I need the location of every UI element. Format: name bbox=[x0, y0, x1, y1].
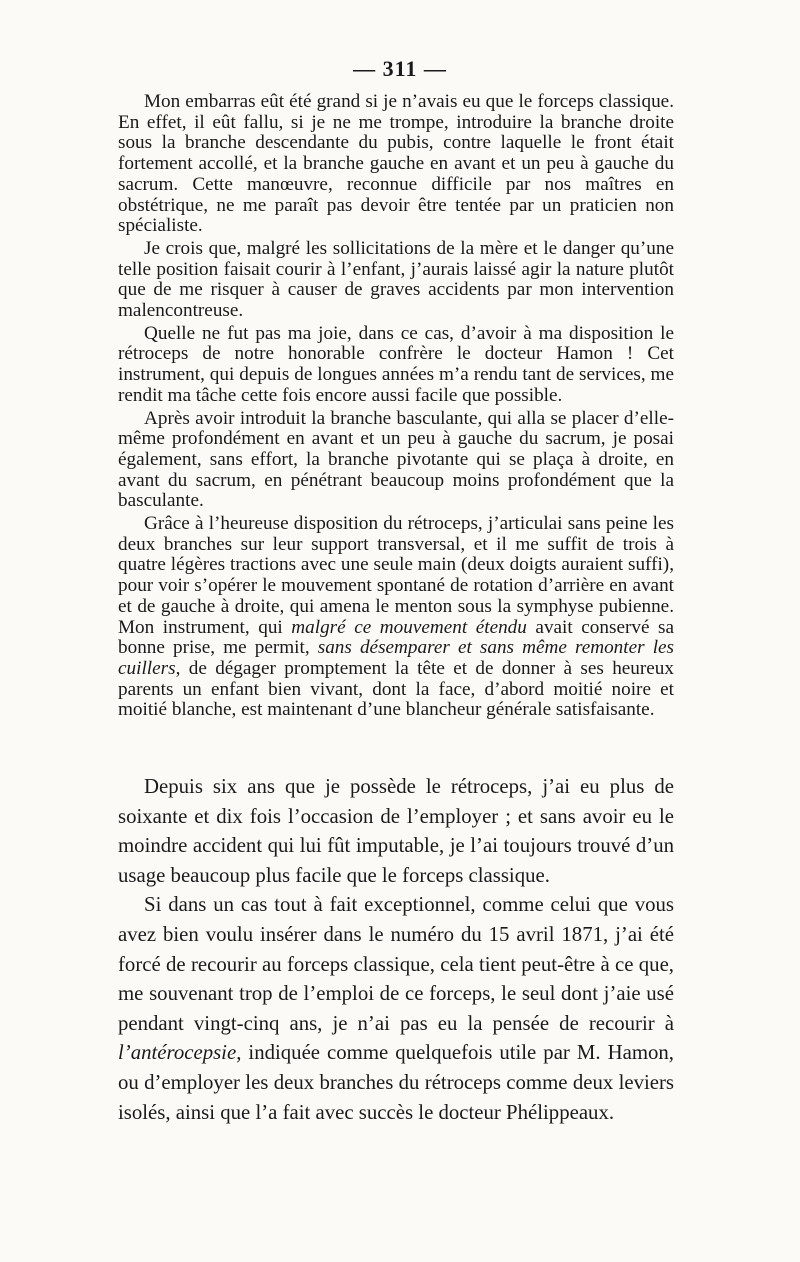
page-number: — 311 — bbox=[353, 56, 447, 81]
paragraph: Quelle ne fut pas ma joie, dans ce cas, d’avoir à ma disposition le rétroceps de notre honorable confrère le docteur Hamon ! Cet instrument, qui depuis de longues années m’a rendu tant de services, me rendit ma tâche cette fois encore aussi facile que possible. bbox=[118, 322, 674, 406]
italic-phrase: l’antérocepsie bbox=[118, 1041, 237, 1065]
paragraph: Je crois que, malgré les sollicitations de la mère et le danger qu’une telle position faisait courir à l’enfant, j’aurais laissé agir la nature plutôt que de me risquer à causer de graves accidents par mon intervention malencontreuse. bbox=[118, 237, 674, 322]
paragraph: Depuis six ans que je possède le rétroceps, j’ai eu plus de soixante et dix fois l’occasion de l’employer ; et sans avoir eu le moindre accident qui lui fût imputable, je l’ai toujours trouvé d’un usage beaucoup plus facile que le forceps classique. bbox=[118, 775, 674, 887]
paragraph bbox=[118, 514, 674, 721]
paragraph: Après avoir introduit la branche basculante, qui alla se placer d’elle-même profondément en avant et un peu à gauche du sacrum, je posai également, sans effort, la branche pivotante qui se plaça à droite, en avant du sacrum, en pénétrant beaucoup moins profondément que la basculante. bbox=[118, 407, 674, 512]
second-text-block bbox=[118, 772, 674, 1127]
paragraph-text: , indiquée comme quelquefois utile par M. Hamon, ou d’employer les deux branches du rétroceps comme deux leviers isolés, ainsi que l’a fait avec succès le docteur Phélippeaux. bbox=[118, 1041, 674, 1124]
paragraph-text: avait conservé sa bonne prise, me permit, bbox=[118, 616, 674, 659]
paragraph-text: Si dans un cas tout à fait exceptionnel, comme celui que vous avez bien voulu insérer dans le numéro du 15 avril 1871, j’ai été forcé de recourir au forceps classique, cela tient peut-être à ce que, me souvenant trop de l’emploi de ce forceps, le seul dont j’aie usé pendant vingt-cinq ans, je n’ai pas eu la pensée de recourir à bbox=[118, 893, 674, 1035]
first-text-block bbox=[118, 92, 674, 721]
italic-phrase: sans désemparer et sans même remonter les cuillers bbox=[118, 637, 675, 679]
paragraph: Mon embarras eût été grand si je n’avais eu que le forceps classique. En effet, il eût fallu, si je ne me trompe, introduire la branche droite sous la branche descendante du pubis, contre laquelle le front était fortement accollé, et la branche gauche en avant et un peu à gauche du sacrum. Cette manœuvre, reconnue difficile par nos maîtres en obstétrique, ne me paraît pas devoir être tentée par un praticien non spécialiste. bbox=[118, 91, 674, 237]
paragraph-text: Grâce à l’heureuse disposition du rétroceps, j’articulai sans peine les deux branches sur leur support transversal, et il me suffit de trois à quatre légères tractions avec une seule main (deux doigts auraient suffi), pour voir s’opérer le mouvement spontané de rotation d’arrière en avant et de gauche à droite, qui amena le menton sous la symphyse pubienne. Mon instrument, qui bbox=[118, 513, 674, 638]
paragraph bbox=[118, 890, 674, 1127]
italic-phrase: malgré ce mouvement étendu bbox=[291, 616, 527, 638]
paragraph-text: , de dégager promptement la tête et de donner à ses heureux parents un enfant bien vivant, dont la face, d’abord moitié noire et moitié blanche, est maintenant d’une blancheur générale satisfaisante. bbox=[118, 657, 674, 721]
